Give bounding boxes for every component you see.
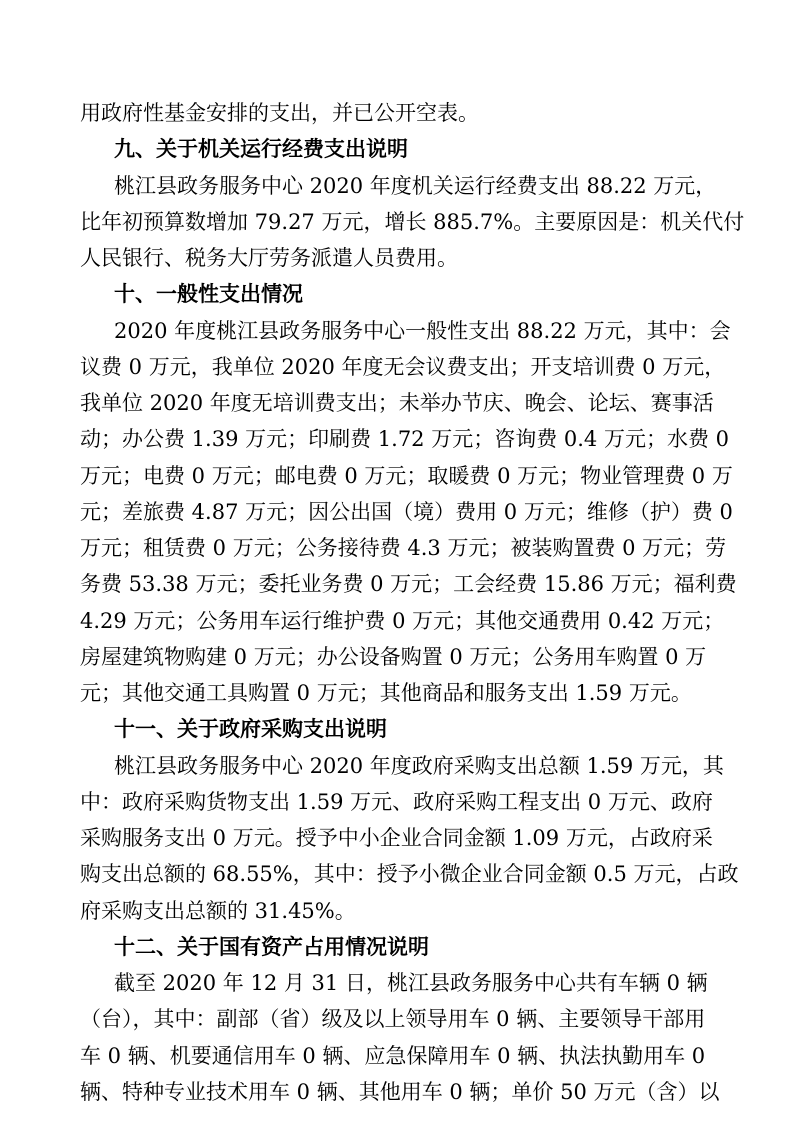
paragraph-line: 4.29 万元；公务用车运行维护费 0 万元；其他交通费用 0.42 万元； [80,609,725,633]
paragraph-line: 议费 0 万元，我单位 2020 年度无会议费支出；开支培训费 0 万元， [80,355,726,379]
section-heading-11: 十一、关于政府采购支出说明 [114,717,387,741]
paragraph-line: 万元；租赁费 0 万元；公务接待费 4.3 万元；被装购置费 0 万元；劳 [80,536,727,560]
paragraph-line: 购支出总额的 68.55%，其中：授予小微企业合同金额 0.5 万元，占政 [80,862,739,886]
paragraph-line: 我单位 2020 年度无培训费支出；未举办节庆、晚会、论坛、赛事活 [80,391,714,415]
paragraph-line: 桃江县政务服务中心 2020 年度政府采购支出总额 1.59 万元，其 [114,754,724,778]
section-heading-9: 九、关于机关运行经费支出说明 [114,137,408,161]
paragraph-line: 房屋建筑物购建 0 万元；办公设备购置 0 万元；公务用车购置 0 万 [80,645,707,669]
paragraph-line: 中：政府采购货物支出 1.59 万元、政府采购工程支出 0 万元、政府 [80,790,713,814]
paragraph-line: 元；其他交通工具购置 0 万元；其他商品和服务支出 1.59 万元。 [80,681,692,705]
paragraph-line: 截至 2020 年 12 月 31 日，桃江县政务服务中心共有车辆 0 辆 [114,971,708,995]
paragraph-line: 采购服务支出 0 万元。授予中小企业合同金额 1.09 万元，占政府采 [80,826,713,850]
paragraph-line: 府采购支出总额的 31.45%。 [80,899,356,923]
paragraph-line: 用政府性基金安排的支出，并已公开空表。 [80,101,479,125]
section-heading-12: 十二、关于国有资产占用情况说明 [114,935,429,959]
paragraph-line: 辆、特种专业技术用车 0 辆、其他用车 0 辆；单价 50 万元（含）以 [80,1080,720,1104]
paragraph-line: 车 0 辆、机要通信用车 0 辆、应急保障用车 0 辆、执法执勤用车 0 [80,1044,706,1068]
paragraph-line: 元；差旅费 4.87 万元；因公出国（境）费用 0 万元；维修（护）费 0 [80,500,733,524]
section-heading-10: 十、一般性支出情况 [114,282,303,306]
paragraph-line: （台），其中：副部（省）级及以上领导用车 0 辆、主要领导干部用 [80,1007,706,1031]
paragraph-line: 人民银行、税务大厅劳务派遣人员费用。 [80,246,458,270]
paragraph-line: 务费 53.38 万元；委托业务费 0 万元；工会经费 15.86 万元；福利费 [80,572,737,596]
paragraph-line: 2020 年度桃江县政务服务中心一般性支出 88.22 万元，其中：会 [114,319,731,343]
paragraph-line: 比年初预算数增加 79.27 万元，增长 885.7%。主要原因是：机关代付 [80,210,745,234]
paragraph-line: 桃江县政务服务中心 2020 年度机关运行经费支出 88.22 万元， [114,174,717,198]
paragraph-line: 万元；电费 0 万元；邮电费 0 万元；取暖费 0 万元；物业管理费 0 万 [80,464,733,488]
paragraph-line: 动；办公费 1.39 万元；印刷费 1.72 万元；咨询费 0.4 万元；水费 0 [80,427,729,451]
